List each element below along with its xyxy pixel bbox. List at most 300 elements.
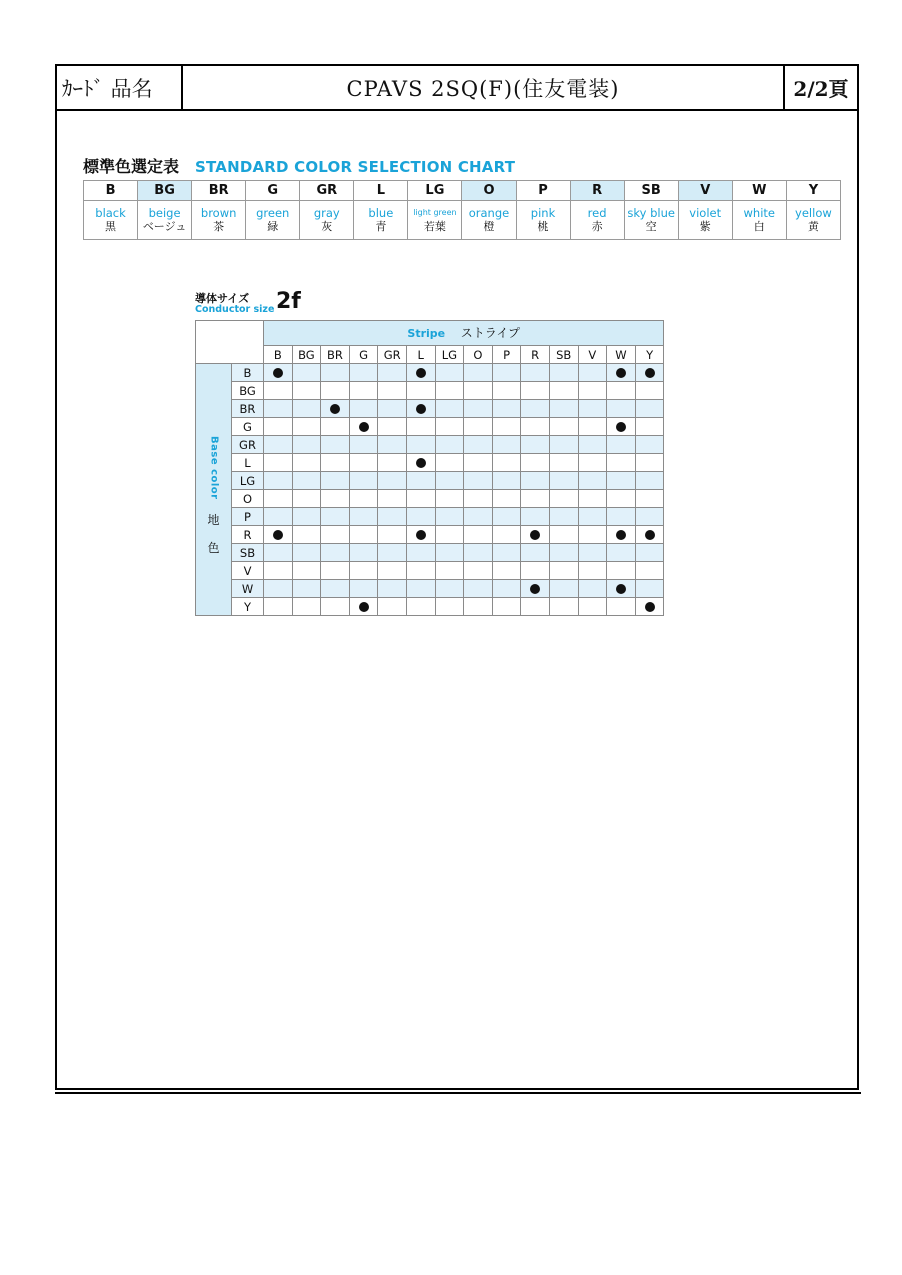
matrix-cell <box>549 436 578 454</box>
matrix-cell <box>349 454 378 472</box>
matrix-cell <box>349 436 378 454</box>
color-code-cell: BG <box>138 181 192 201</box>
stripe-code: BG <box>292 346 321 364</box>
color-code-row <box>84 181 841 201</box>
matrix-cell <box>264 436 293 454</box>
color-name-cell <box>732 201 786 240</box>
color-name-en: blue <box>368 206 394 220</box>
matrix-cell <box>492 418 521 436</box>
matrix-cell <box>464 508 493 526</box>
available-dot-icon <box>645 368 655 378</box>
available-dot-icon <box>273 530 283 540</box>
matrix-cell <box>264 454 293 472</box>
color-name-cell <box>192 201 246 240</box>
matrix-row <box>196 364 664 382</box>
base-color-label-en: Base color <box>208 436 220 500</box>
matrix-corner <box>196 321 264 364</box>
matrix-cell <box>521 418 550 436</box>
card-header <box>57 66 857 111</box>
color-name-jp: 灰 <box>321 220 333 233</box>
color-name-jp: 紫 <box>699 220 711 233</box>
matrix-cell <box>492 598 521 616</box>
matrix-cell <box>464 418 493 436</box>
matrix-row <box>196 526 664 544</box>
matrix-cell <box>521 544 550 562</box>
color-name-en: black <box>95 206 126 220</box>
matrix-cell <box>635 400 664 418</box>
matrix-cell <box>349 490 378 508</box>
stripe-code: R <box>521 346 550 364</box>
matrix-cell <box>292 544 321 562</box>
available-dot-icon <box>416 368 426 378</box>
color-code-cell: GR <box>300 181 354 201</box>
matrix-cell <box>406 580 435 598</box>
matrix-cell <box>264 382 293 400</box>
base-color-label-jp: 地 <box>207 512 220 527</box>
matrix-cell <box>378 508 407 526</box>
matrix-cell <box>378 472 407 490</box>
matrix-cell <box>321 526 350 544</box>
stripe-code: LG <box>435 346 464 364</box>
matrix-cell <box>406 436 435 454</box>
matrix-cell <box>521 526 550 544</box>
color-name-jp: 桃 <box>537 220 549 233</box>
color-name-en: pink <box>530 206 556 220</box>
available-dot-icon <box>645 602 655 612</box>
matrix-cell <box>464 526 493 544</box>
matrix-cell <box>578 436 607 454</box>
matrix-cell <box>635 562 664 580</box>
base-code: O <box>232 490 264 508</box>
matrix-cell <box>549 526 578 544</box>
matrix-cell <box>292 364 321 382</box>
color-name-jp: 黒 <box>105 220 117 233</box>
matrix-cell <box>578 454 607 472</box>
available-dot-icon <box>530 530 540 540</box>
available-dot-icon <box>416 404 426 414</box>
matrix-cell <box>378 454 407 472</box>
matrix-cell <box>435 580 464 598</box>
base-color-header <box>196 364 232 616</box>
matrix-cell <box>578 544 607 562</box>
matrix-cell <box>578 562 607 580</box>
available-dot-icon <box>616 422 626 432</box>
color-name-en: gray <box>313 206 340 220</box>
matrix-cell <box>549 382 578 400</box>
matrix-cell <box>464 598 493 616</box>
color-code-cell: W <box>732 181 786 201</box>
matrix-cell <box>464 454 493 472</box>
color-name-en: sky blue <box>627 206 675 220</box>
color-name-cell <box>246 201 300 240</box>
color-name-en: green <box>256 206 290 220</box>
color-name-cell <box>516 201 570 240</box>
matrix-cell <box>406 418 435 436</box>
matrix-cell <box>435 490 464 508</box>
matrix-cell <box>321 544 350 562</box>
matrix-row <box>196 418 664 436</box>
matrix-cell <box>292 454 321 472</box>
matrix-cell <box>435 382 464 400</box>
matrix-cell <box>435 418 464 436</box>
matrix-cell <box>406 526 435 544</box>
matrix-cell <box>549 472 578 490</box>
matrix-cell <box>406 544 435 562</box>
matrix-cell <box>349 382 378 400</box>
matrix-cell <box>635 580 664 598</box>
color-code-cell: P <box>516 181 570 201</box>
available-dot-icon <box>273 368 283 378</box>
stripe-code: SB <box>549 346 578 364</box>
matrix-cell <box>492 454 521 472</box>
matrix-cell <box>464 436 493 454</box>
matrix-cell <box>349 562 378 580</box>
matrix-row <box>196 454 664 472</box>
matrix-cell <box>607 436 636 454</box>
matrix-cell <box>378 562 407 580</box>
color-name-cell <box>462 201 516 240</box>
color-name-jp: 青 <box>375 220 387 233</box>
matrix-cell <box>492 472 521 490</box>
available-dot-icon <box>359 422 369 432</box>
color-name-jp: 白 <box>753 220 765 233</box>
matrix-cell <box>635 436 664 454</box>
stripe-header <box>264 321 664 346</box>
matrix-row <box>196 436 664 454</box>
matrix-row <box>196 490 664 508</box>
product-title: CPAVS 2SQ(F)(住友電装) <box>183 66 785 109</box>
matrix-cell <box>292 580 321 598</box>
frame-double-rule <box>55 1092 861 1094</box>
matrix-cell <box>464 562 493 580</box>
available-dot-icon <box>416 530 426 540</box>
stripe-code: B <box>264 346 293 364</box>
matrix-cell <box>292 526 321 544</box>
matrix-cell <box>607 382 636 400</box>
color-name-jp: 緑 <box>267 220 279 233</box>
matrix-cell <box>321 364 350 382</box>
base-code: BG <box>232 382 264 400</box>
matrix-cell <box>464 400 493 418</box>
color-code-cell: BR <box>192 181 246 201</box>
color-name-cell <box>84 201 138 240</box>
matrix-cell <box>378 544 407 562</box>
base-code: R <box>232 526 264 544</box>
standard-chart-title-en: STANDARD COLOR SELECTION CHART <box>195 158 516 176</box>
matrix-cell <box>635 418 664 436</box>
matrix-cell <box>607 526 636 544</box>
color-name-en: orange <box>468 206 510 220</box>
matrix-cell <box>378 364 407 382</box>
matrix-cell <box>464 364 493 382</box>
matrix-cell <box>406 382 435 400</box>
color-name-en: violet <box>689 206 722 220</box>
matrix-cell <box>292 490 321 508</box>
stripe-label-en: Stripe <box>407 326 446 340</box>
color-code-cell: V <box>678 181 732 201</box>
matrix-cell <box>492 508 521 526</box>
base-code: LG <box>232 472 264 490</box>
matrix-cell <box>292 418 321 436</box>
matrix-cell <box>378 400 407 418</box>
matrix-cell <box>406 508 435 526</box>
stripe-code: L <box>406 346 435 364</box>
matrix-row <box>196 562 664 580</box>
base-code: B <box>232 364 264 382</box>
matrix-cell <box>349 418 378 436</box>
matrix-cell <box>435 454 464 472</box>
color-name-row <box>84 201 841 240</box>
color-name-cell <box>138 201 192 240</box>
matrix-cell <box>292 472 321 490</box>
matrix-cell <box>264 508 293 526</box>
matrix-cell <box>549 400 578 418</box>
matrix-cell <box>435 544 464 562</box>
base-code: Y <box>232 598 264 616</box>
stripe-code: G <box>349 346 378 364</box>
matrix-cell <box>321 598 350 616</box>
matrix-cell <box>635 544 664 562</box>
matrix-cell <box>578 472 607 490</box>
base-code: GR <box>232 436 264 454</box>
color-code-cell: G <box>246 181 300 201</box>
matrix-cell <box>264 364 293 382</box>
matrix-row <box>196 382 664 400</box>
base-code: L <box>232 454 264 472</box>
matrix-cell <box>607 598 636 616</box>
matrix-cell <box>264 400 293 418</box>
conductor-size-value: 2f <box>276 289 301 314</box>
matrix-cell <box>578 490 607 508</box>
matrix-cell <box>635 598 664 616</box>
color-name-en: brown <box>200 206 237 220</box>
matrix-cell <box>521 472 550 490</box>
matrix-cell <box>264 526 293 544</box>
base-code: BR <box>232 400 264 418</box>
matrix-cell <box>635 526 664 544</box>
stripe-base-matrix <box>195 320 664 613</box>
matrix-cell <box>607 580 636 598</box>
color-name-jp: 黄 <box>807 220 819 233</box>
matrix-cell <box>264 544 293 562</box>
base-code: P <box>232 508 264 526</box>
matrix-cell <box>607 454 636 472</box>
available-dot-icon <box>530 584 540 594</box>
matrix-cell <box>607 544 636 562</box>
matrix-table <box>195 320 664 616</box>
matrix-cell <box>349 472 378 490</box>
matrix-cell <box>635 382 664 400</box>
stripe-code: BR <box>321 346 350 364</box>
matrix-cell <box>349 580 378 598</box>
matrix-cell <box>406 472 435 490</box>
matrix-cell <box>607 418 636 436</box>
matrix-cell <box>521 490 550 508</box>
matrix-cell <box>378 526 407 544</box>
matrix-cell <box>578 598 607 616</box>
stripe-code: GR <box>378 346 407 364</box>
color-name-cell <box>354 201 408 240</box>
matrix-cell <box>464 490 493 508</box>
base-code: W <box>232 580 264 598</box>
matrix-cell <box>378 490 407 508</box>
matrix-cell <box>321 490 350 508</box>
matrix-cell <box>492 580 521 598</box>
matrix-cell <box>435 472 464 490</box>
matrix-cell <box>549 562 578 580</box>
matrix-cell <box>321 418 350 436</box>
matrix-cell <box>435 526 464 544</box>
matrix-cell <box>549 418 578 436</box>
matrix-cell <box>521 508 550 526</box>
matrix-cell <box>349 508 378 526</box>
color-name-jp: 橙 <box>483 220 495 233</box>
base-code: V <box>232 562 264 580</box>
stripe-code-row <box>196 346 664 364</box>
color-name-jp: 赤 <box>591 220 603 233</box>
color-code-cell: R <box>570 181 624 201</box>
matrix-row <box>196 400 664 418</box>
stripe-code: W <box>607 346 636 364</box>
color-name-en: white <box>743 206 776 220</box>
matrix-cell <box>635 364 664 382</box>
matrix-cell <box>464 382 493 400</box>
matrix-row <box>196 580 664 598</box>
available-dot-icon <box>359 602 369 612</box>
color-code-cell: B <box>84 181 138 201</box>
color-name-jp: 空 <box>645 220 657 233</box>
matrix-cell <box>435 400 464 418</box>
matrix-cell <box>521 400 550 418</box>
color-name-cell <box>408 201 462 240</box>
available-dot-icon <box>616 584 626 594</box>
matrix-cell <box>549 490 578 508</box>
available-dot-icon <box>645 530 655 540</box>
color-name-en: light green <box>413 208 457 217</box>
color-code-cell: L <box>354 181 408 201</box>
stripe-label-jp: ストライプ <box>460 325 521 340</box>
matrix-cell <box>635 472 664 490</box>
matrix-cell <box>521 364 550 382</box>
matrix-cell <box>578 418 607 436</box>
matrix-cell <box>521 580 550 598</box>
matrix-cell <box>321 400 350 418</box>
matrix-row <box>196 472 664 490</box>
matrix-cell <box>321 508 350 526</box>
matrix-cell <box>321 382 350 400</box>
base-color-label-jp: 色 <box>207 540 220 555</box>
matrix-cell <box>349 364 378 382</box>
color-name-cell <box>678 201 732 240</box>
color-name-en: red <box>587 206 607 220</box>
matrix-cell <box>492 526 521 544</box>
matrix-cell <box>321 580 350 598</box>
standard-color-table <box>83 180 841 240</box>
color-name-cell <box>786 201 840 240</box>
matrix-cell <box>578 382 607 400</box>
matrix-cell <box>406 490 435 508</box>
matrix-cell <box>264 472 293 490</box>
matrix-cell <box>321 454 350 472</box>
matrix-cell <box>492 544 521 562</box>
base-code: G <box>232 418 264 436</box>
matrix-cell <box>406 364 435 382</box>
matrix-cell <box>635 490 664 508</box>
matrix-cell <box>607 562 636 580</box>
color-code-cell: Y <box>786 181 840 201</box>
matrix-cell <box>264 418 293 436</box>
matrix-cell <box>521 562 550 580</box>
matrix-cell <box>549 580 578 598</box>
available-dot-icon <box>616 530 626 540</box>
matrix-cell <box>349 598 378 616</box>
matrix-cell <box>321 562 350 580</box>
matrix-cell <box>378 580 407 598</box>
color-name-jp: 若葉 <box>423 220 446 233</box>
color-name-jp: 茶 <box>213 220 225 233</box>
matrix-cell <box>492 382 521 400</box>
matrix-cell <box>378 418 407 436</box>
color-code-cell: O <box>462 181 516 201</box>
matrix-cell <box>349 526 378 544</box>
matrix-cell <box>492 562 521 580</box>
matrix-cell <box>521 598 550 616</box>
matrix-cell <box>549 454 578 472</box>
matrix-cell <box>264 490 293 508</box>
base-code: SB <box>232 544 264 562</box>
matrix-cell <box>607 508 636 526</box>
matrix-cell <box>406 454 435 472</box>
matrix-cell <box>406 562 435 580</box>
matrix-cell <box>578 508 607 526</box>
matrix-cell <box>378 598 407 616</box>
matrix-cell <box>406 598 435 616</box>
matrix-cell <box>492 400 521 418</box>
matrix-cell <box>292 436 321 454</box>
stripe-code: O <box>464 346 493 364</box>
color-name-jp: ベージュ <box>142 220 187 233</box>
available-dot-icon <box>416 458 426 468</box>
matrix-cell <box>321 472 350 490</box>
matrix-cell <box>635 508 664 526</box>
matrix-cell <box>435 436 464 454</box>
available-dot-icon <box>330 404 340 414</box>
matrix-cell <box>492 436 521 454</box>
matrix-cell <box>521 382 550 400</box>
color-name-en: yellow <box>795 206 832 220</box>
matrix-cell <box>578 364 607 382</box>
matrix-cell <box>521 436 550 454</box>
color-name-cell <box>570 201 624 240</box>
matrix-cell <box>607 400 636 418</box>
matrix-cell <box>349 400 378 418</box>
conductor-size-label-jp: 導体サイズ <box>195 292 250 305</box>
color-name-cell <box>300 201 354 240</box>
matrix-cell <box>464 544 493 562</box>
matrix-cell <box>292 382 321 400</box>
matrix-cell <box>435 562 464 580</box>
matrix-cell <box>578 400 607 418</box>
matrix-cell <box>607 472 636 490</box>
matrix-cell <box>264 580 293 598</box>
stripe-code: P <box>492 346 521 364</box>
matrix-cell <box>578 526 607 544</box>
matrix-cell <box>292 400 321 418</box>
matrix-cell <box>464 472 493 490</box>
matrix-cell <box>549 544 578 562</box>
matrix-cell <box>406 400 435 418</box>
page-number: 2/2頁 <box>793 77 849 101</box>
